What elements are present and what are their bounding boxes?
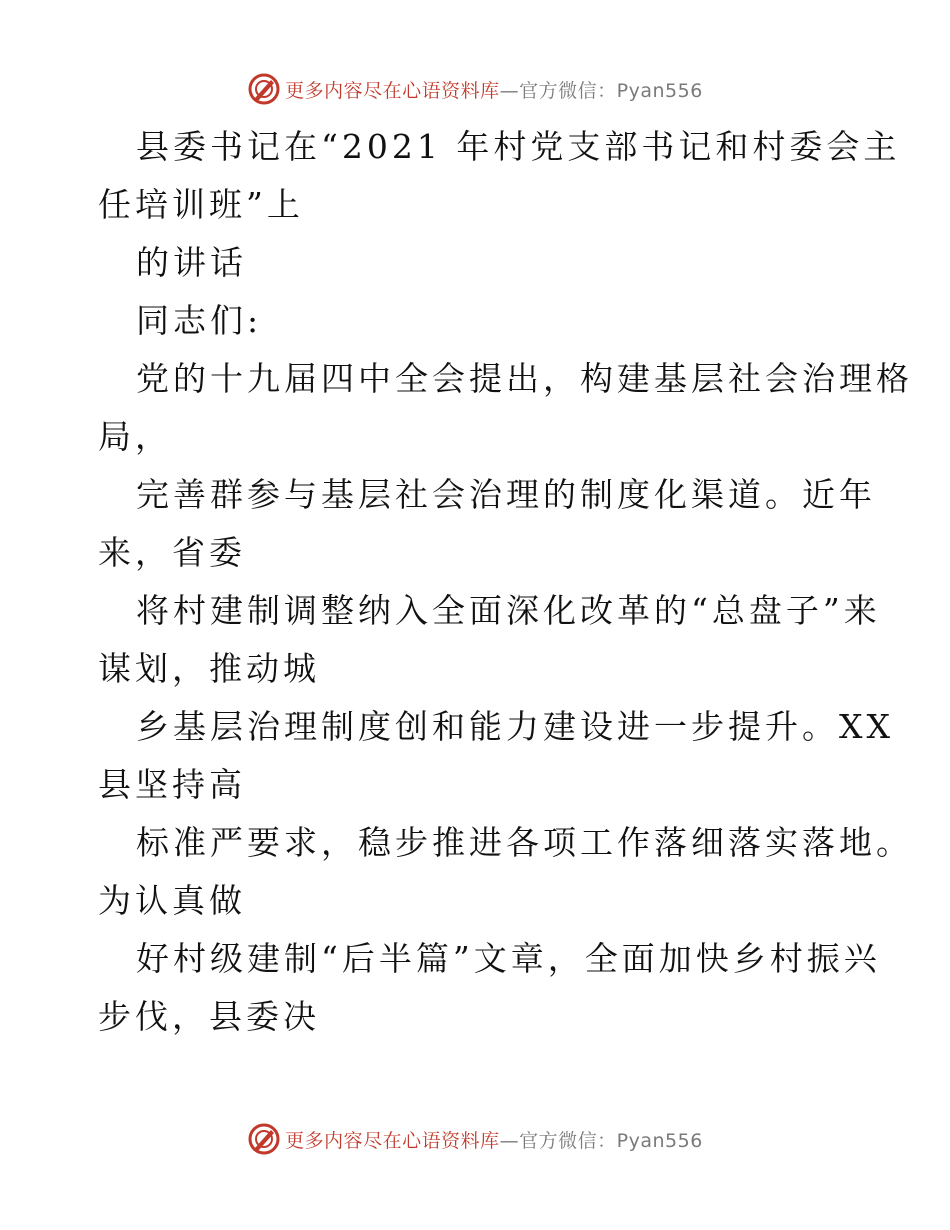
body-line: 县坚持高 — [98, 765, 246, 804]
body-line: 乡基层治理制度创和能力建设进一步提升。XX — [136, 707, 894, 746]
title-line-3: 的讲话 — [136, 243, 247, 282]
body-line: 步伐，县委决 — [98, 997, 320, 1036]
footer-banner-text — [285, 1126, 703, 1153]
body-line: 好村级建制“后半篇”文章，全面加快乡村振兴 — [136, 939, 881, 978]
document-body — [98, 118, 913, 1046]
footer-banner-red: 更多内容尽在心语资料库 — [285, 1129, 500, 1152]
header-banner — [0, 72, 950, 106]
body-line: 完善群参与基层社会治理的制度化渠道。近年 — [136, 475, 876, 514]
title-line-1: 县委书记在“2021 年村党支部书记和村委会主 — [136, 127, 901, 166]
body-line: 党的十九届四中全会提出，构建基层社会治理格 — [136, 359, 913, 398]
pen-logo-icon — [247, 1122, 281, 1156]
footer-banner — [0, 1122, 950, 1156]
body-line: 标准严要求，稳步推进各项工作落细落实落地。 — [136, 823, 913, 862]
header-banner-gray: —官方微信：Pyan556 — [499, 79, 703, 102]
body-line: 为认真做 — [98, 881, 246, 920]
title-line-2: 任培训班”上 — [98, 185, 304, 224]
header-banner-red: 更多内容尽在心语资料库 — [285, 79, 500, 102]
salutation: 同志们: — [136, 301, 263, 340]
header-banner-text — [285, 76, 703, 103]
pen-logo-icon — [247, 72, 281, 106]
footer-banner-gray: —官方微信：Pyan556 — [499, 1129, 703, 1152]
body-line: 局， — [98, 417, 172, 456]
body-line: 将村建制调整纳入全面深化改革的“总盘子”来 — [136, 591, 881, 630]
body-line: 来，省委 — [98, 533, 246, 572]
body-line: 谋划，推动城 — [98, 649, 320, 688]
